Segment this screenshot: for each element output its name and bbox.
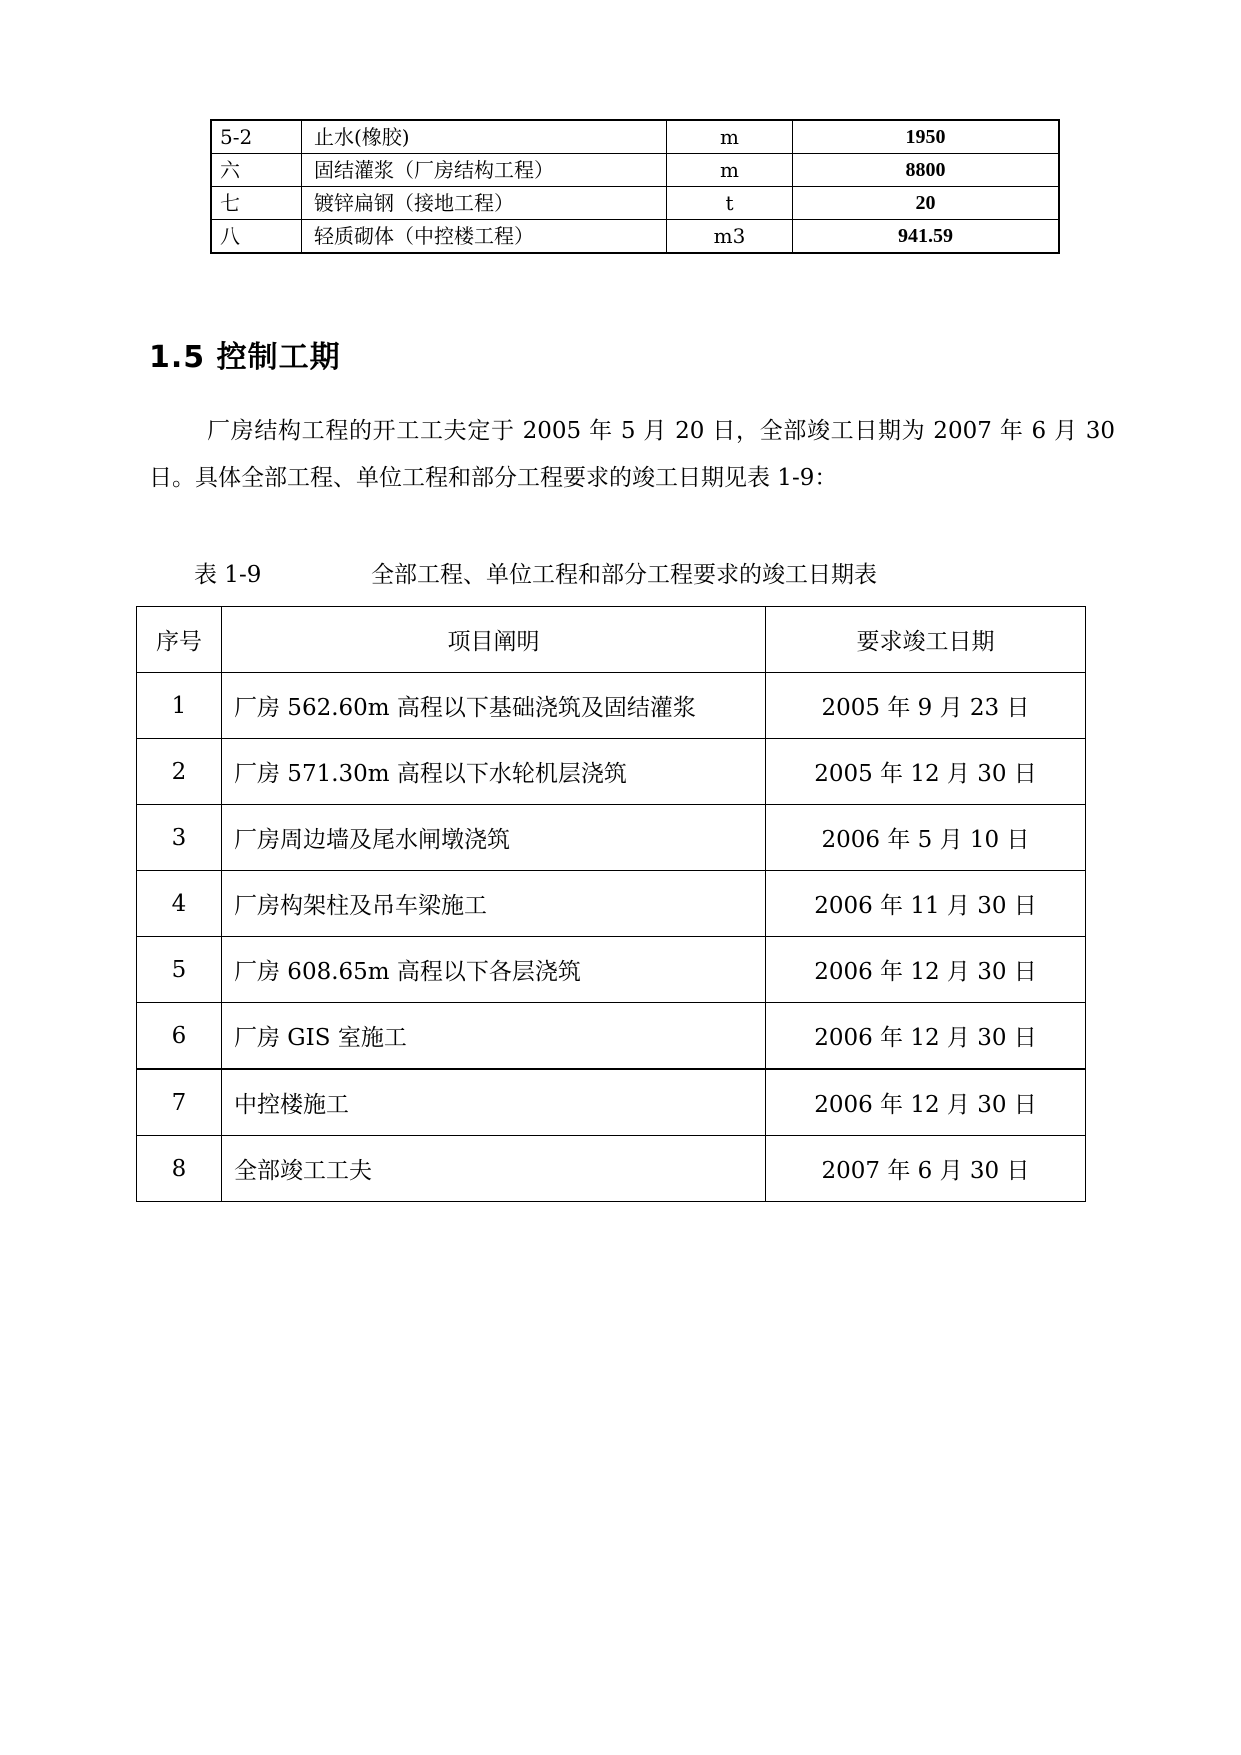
table-row	[211, 120, 1059, 154]
row-desc: 厂房 GIS 室施工	[222, 1003, 766, 1070]
table-row	[137, 937, 1086, 1003]
item-unit: m3	[667, 220, 793, 254]
table-row	[137, 1003, 1086, 1070]
row-date: 2006 年 12 月 30 日	[766, 1003, 1086, 1070]
body-paragraph: 厂房结构工程的开工工夫定于 2005 年 5 月 20 日，全部竣工日期为 2007 年 6 月 30 日。具体全部工程、单位工程和部分工程要求的竣工日期见表 1-9：	[149, 418, 1115, 491]
table-row	[137, 1136, 1086, 1202]
row-date: 2005 年 9 月 23 日	[766, 673, 1086, 739]
row-desc: 中控楼施工	[222, 1069, 766, 1136]
row-desc: 厂房构架柱及吊车梁施工	[222, 871, 766, 937]
row-desc: 厂房 571.30m 高程以下水轮机层浇筑	[222, 739, 766, 805]
row-date: 2006 年 11 月 30 日	[766, 871, 1086, 937]
row-desc: 全部竣工工夫	[222, 1136, 766, 1202]
row-seq: 5	[137, 937, 222, 1003]
completion-schedule-table	[136, 606, 1086, 1202]
row-seq: 3	[137, 805, 222, 871]
row-desc: 厂房 562.60m 高程以下基础浇筑及固结灌浆	[222, 673, 766, 739]
item-name: 止水(橡胶)	[302, 120, 667, 154]
item-quantity: 8800	[793, 154, 1060, 187]
table-header-row	[137, 607, 1086, 673]
quantity-table	[210, 119, 1060, 254]
item-quantity: 20	[793, 187, 1060, 220]
row-seq: 2	[137, 739, 222, 805]
item-name: 镀锌扁钢（接地工程）	[302, 187, 667, 220]
header-date: 要求竣工日期	[766, 607, 1086, 673]
row-seq: 8	[137, 1136, 222, 1202]
item-unit: t	[667, 187, 793, 220]
row-number: 5-2	[211, 120, 302, 154]
section-heading: 1.5 控制工期	[149, 340, 341, 375]
row-date: 2007 年 6 月 30 日	[766, 1136, 1086, 1202]
row-date: 2006 年 5 月 10 日	[766, 805, 1086, 871]
item-quantity: 941.59	[793, 220, 1060, 254]
table-caption-title: 全部工程、单位工程和部分工程要求的竣工日期表	[371, 562, 877, 588]
header-seq: 序号	[137, 607, 222, 673]
item-name: 固结灌浆（厂房结构工程）	[302, 154, 667, 187]
table-row	[211, 154, 1059, 187]
row-seq: 4	[137, 871, 222, 937]
table-row	[137, 805, 1086, 871]
item-quantity: 1950	[793, 120, 1060, 154]
item-unit: m	[667, 154, 793, 187]
row-desc: 厂房 608.65m 高程以下各层浇筑	[222, 937, 766, 1003]
row-seq: 1	[137, 673, 222, 739]
table-row	[211, 187, 1059, 220]
row-desc: 厂房周边墙及尾水闸墩浇筑	[222, 805, 766, 871]
table-row	[211, 220, 1059, 254]
row-number: 六	[211, 154, 302, 187]
row-date: 2006 年 12 月 30 日	[766, 937, 1086, 1003]
item-name: 轻质砌体（中控楼工程）	[302, 220, 667, 254]
table-row	[137, 673, 1086, 739]
table-row	[137, 871, 1086, 937]
row-seq: 7	[137, 1069, 222, 1136]
row-number: 八	[211, 220, 302, 254]
table-row	[137, 1069, 1086, 1136]
header-desc: 项目阐明	[222, 607, 766, 673]
table-row	[137, 739, 1086, 805]
table-caption-label: 表 1-9	[194, 562, 262, 588]
row-number: 七	[211, 187, 302, 220]
row-date: 2006 年 12 月 30 日	[766, 1069, 1086, 1136]
item-unit: m	[667, 120, 793, 154]
row-seq: 6	[137, 1003, 222, 1070]
row-date: 2005 年 12 月 30 日	[766, 739, 1086, 805]
